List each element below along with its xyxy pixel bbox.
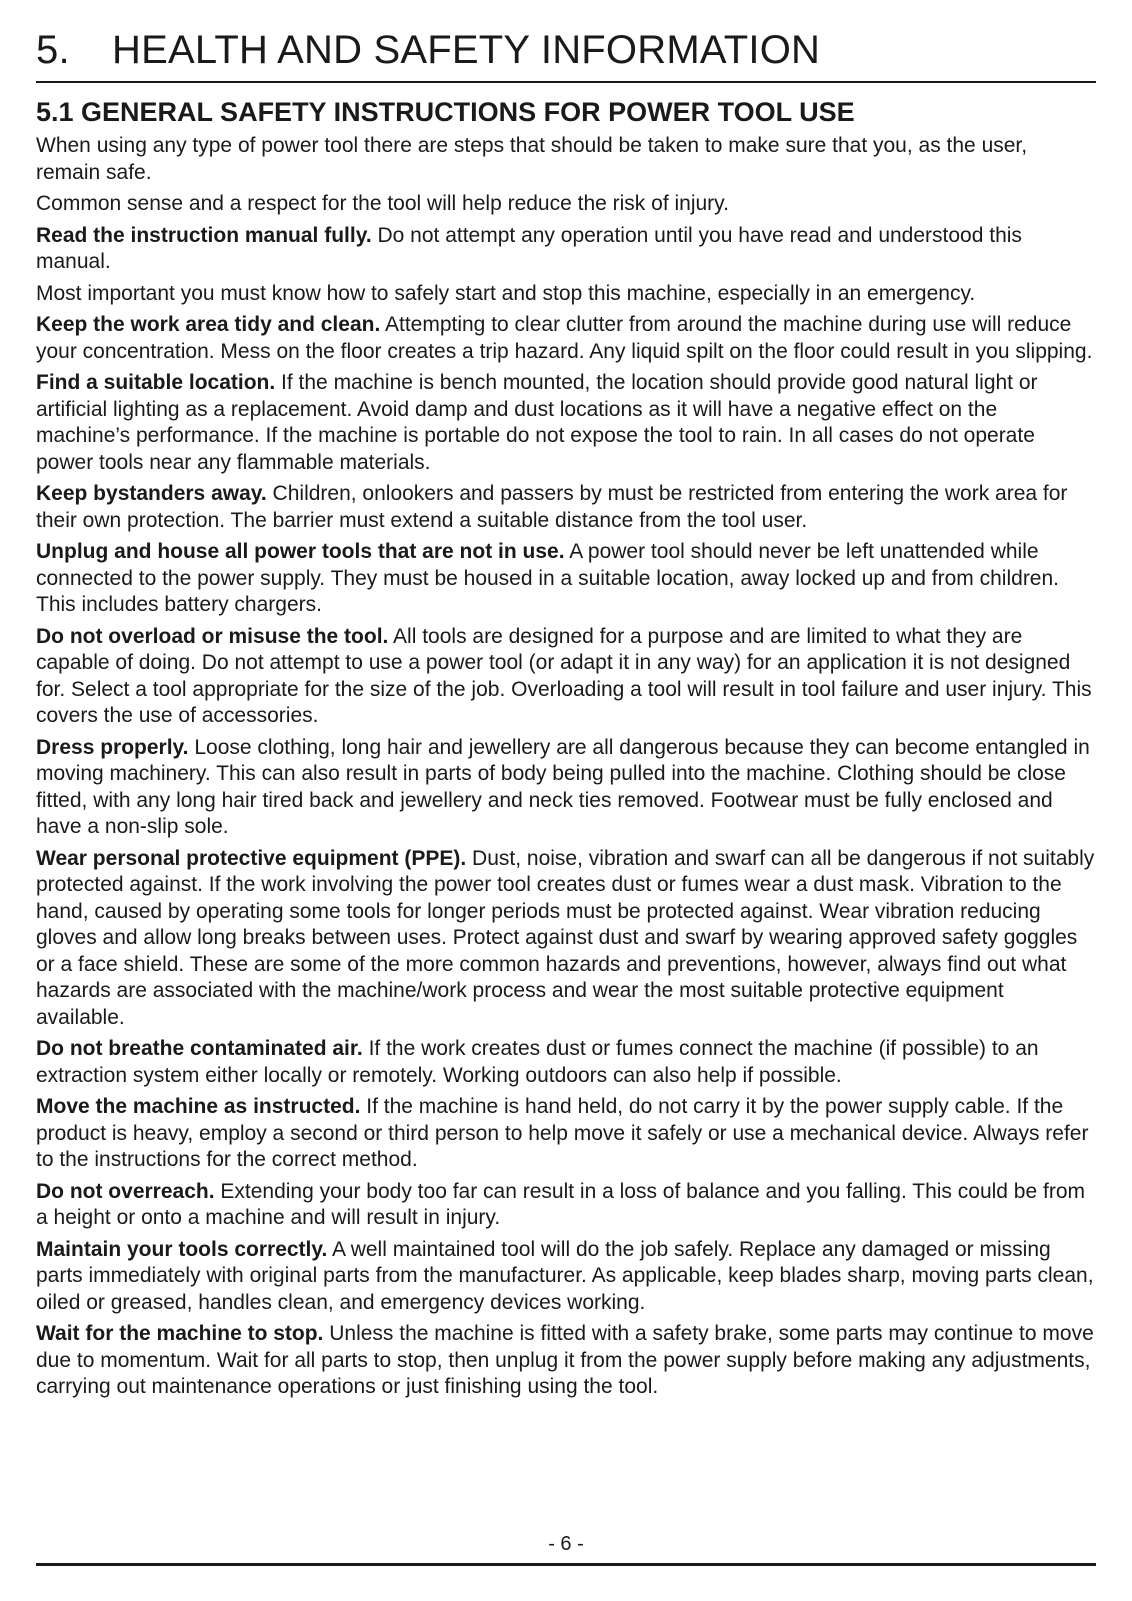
paragraph-text: Loose clothing, long hair and jewellery are all dangerous because they can become entangled in moving machinery. This can also result in parts of body being pulled into the machine. Clothing should be close fitted, with any long hair tired back and jewellery and neck ties removed. Footwear must be fully enclosed and have a non-slip sole.	[36, 735, 1090, 838]
paragraph	[36, 846, 1096, 1032]
paragraph	[36, 191, 1096, 218]
paragraph	[36, 1179, 1096, 1232]
paragraph-text: Unless the machine is fitted with a safety brake, some parts may continue to move due to momentum. Wait for all parts to stop, then unplug it from the power supply before making any adjustments, carrying out maintenance operations or just finishing using the tool.	[36, 1322, 1094, 1398]
paragraph-text: Children, onlookers and passers by must be restricted from entering the work area for their own protection. The barrier must extend a suitable distance from the tool user.	[36, 482, 1068, 532]
paragraph	[36, 1036, 1096, 1089]
paragraph-lead: Wait for the machine to stop.	[36, 1322, 324, 1345]
paragraph-lead: Do not breathe contaminated air.	[36, 1037, 363, 1060]
paragraph-lead: Read the instruction manual fully.	[36, 223, 372, 247]
paragraph	[36, 1321, 1096, 1401]
paragraph-lead: Keep bystanders away.	[36, 482, 267, 505]
paragraph-lead: Dress properly.	[36, 735, 189, 759]
paragraph-lead: Unplug and house all power tools that are not in use.	[36, 540, 565, 563]
section-heading: 5.1 GENERAL SAFETY INSTRUCTIONS FOR POWER TOOL USE	[36, 97, 855, 127]
paragraph-text: When using any type of power tool there are steps that should be taken to make sure that you, as the user, remain safe.	[36, 134, 1028, 184]
paragraph-lead: Do not overreach.	[36, 1179, 215, 1203]
chapter-number: 5.	[36, 28, 70, 72]
manual-page	[36, 0, 1096, 1601]
paragraph-lead: Maintain your tools correctly.	[36, 1237, 328, 1261]
paragraph-text: A well maintained tool will do the job safely. Replace any damaged or missing parts immediately with original parts from the manufacturer. As applicable, keep blades sharp, moving parts clean, oiled or greased, handles clean, and emergency devices working.	[36, 1237, 1094, 1314]
paragraph	[36, 539, 1096, 619]
paragraph-text: Attempting to clear clutter from around the machine during use will reduce your concentration. Mess on the floor creates a trip hazard. Any liquid spilt on the floor could result in you slipping.	[36, 313, 1093, 363]
paragraph-lead: Find a suitable location.	[36, 371, 276, 394]
paragraph-text: If the work creates dust or fumes connect the machine (if possible) to an extraction system either locally or remotely. Working outdoors can also help if possible.	[36, 1037, 1039, 1087]
paragraph-lead: Keep the work area tidy and clean.	[36, 313, 381, 336]
chapter-heading	[36, 26, 1096, 74]
paragraph	[36, 1237, 1096, 1317]
paragraph-text: If the machine is hand held, do not carry it by the power supply cable. If the product is heavy, employ a second or third person to help move it safely or use a mechanical device. Always refer to the instructions for the correct method.	[36, 1095, 1089, 1171]
paragraph-text: Do not attempt any operation until you have read and understood this manual.	[36, 223, 1022, 273]
footer-divider	[36, 1563, 1096, 1566]
paragraph-lead: Move the machine as instructed.	[36, 1095, 361, 1118]
paragraph	[36, 133, 1096, 186]
paragraph-text: All tools are designed for a purpose and are limited to what they are capable of doing. Do not attempt to use a power tool (or adapt it in any way) for an application it is not designed for. Select a tool appropriate for the size of the job. Overloading a tool will result in tool failure and user injury. This covers the use of accessories.	[36, 624, 1092, 727]
paragraph-text: If the machine is bench mounted, the location should provide good natural light or artificial lighting as a replacement. Avoid damp and dust locations as it will have a negative effect on the machine’s performance. If the machine is portable do not expose the tool to rain. In all cases do not operate power tools near any flammable materials.	[36, 371, 1038, 474]
paragraph	[36, 481, 1096, 534]
safety-instructions	[36, 133, 1096, 1406]
paragraph	[36, 312, 1096, 365]
paragraph-text: Most important you must know how to safely start and stop this machine, especially in an emergency.	[36, 281, 976, 305]
paragraph-text: Common sense and a respect for the tool will help reduce the risk of injury.	[36, 192, 729, 215]
paragraph-lead: Do not overload or misuse the tool.	[36, 624, 389, 648]
chapter-divider	[36, 81, 1096, 83]
paragraph	[36, 624, 1096, 730]
paragraph-text: Dust, noise, vibration and swarf can all be dangerous if not suitably protected against. If the work involving the power tool creates dust or fumes wear a dust mask. Vibration to the hand, caused by operating some tools for longer periods must be protected against. Wear vibration reducing gloves and allow long breaks between uses. Protect against dust and swarf by wearing approved safety goggles or a face shield. These are some of the more common hazards and preventions, however, always find out what hazards are associated with the machine/work process and wear the most suitable protective equipment available.	[36, 846, 1095, 1029]
paragraph-text: A power tool should never be left unattended while connected to the power supply. They must be housed in a suitable location, away locked up and from children. This includes battery chargers.	[36, 540, 1060, 616]
paragraph-text: Extending your body too far can result in a loss of balance and you falling. This could be from a height or onto a machine and will result in injury.	[36, 1179, 1086, 1229]
page-number: - 6 -	[548, 1533, 584, 1555]
paragraph	[36, 281, 1096, 308]
paragraph	[36, 370, 1096, 476]
chapter-title: HEALTH AND SAFETY INFORMATION	[112, 28, 821, 72]
paragraph	[36, 735, 1096, 841]
paragraph	[36, 1094, 1096, 1174]
paragraph-lead: Wear personal protective equipment (PPE).	[36, 846, 467, 870]
paragraph	[36, 223, 1096, 276]
